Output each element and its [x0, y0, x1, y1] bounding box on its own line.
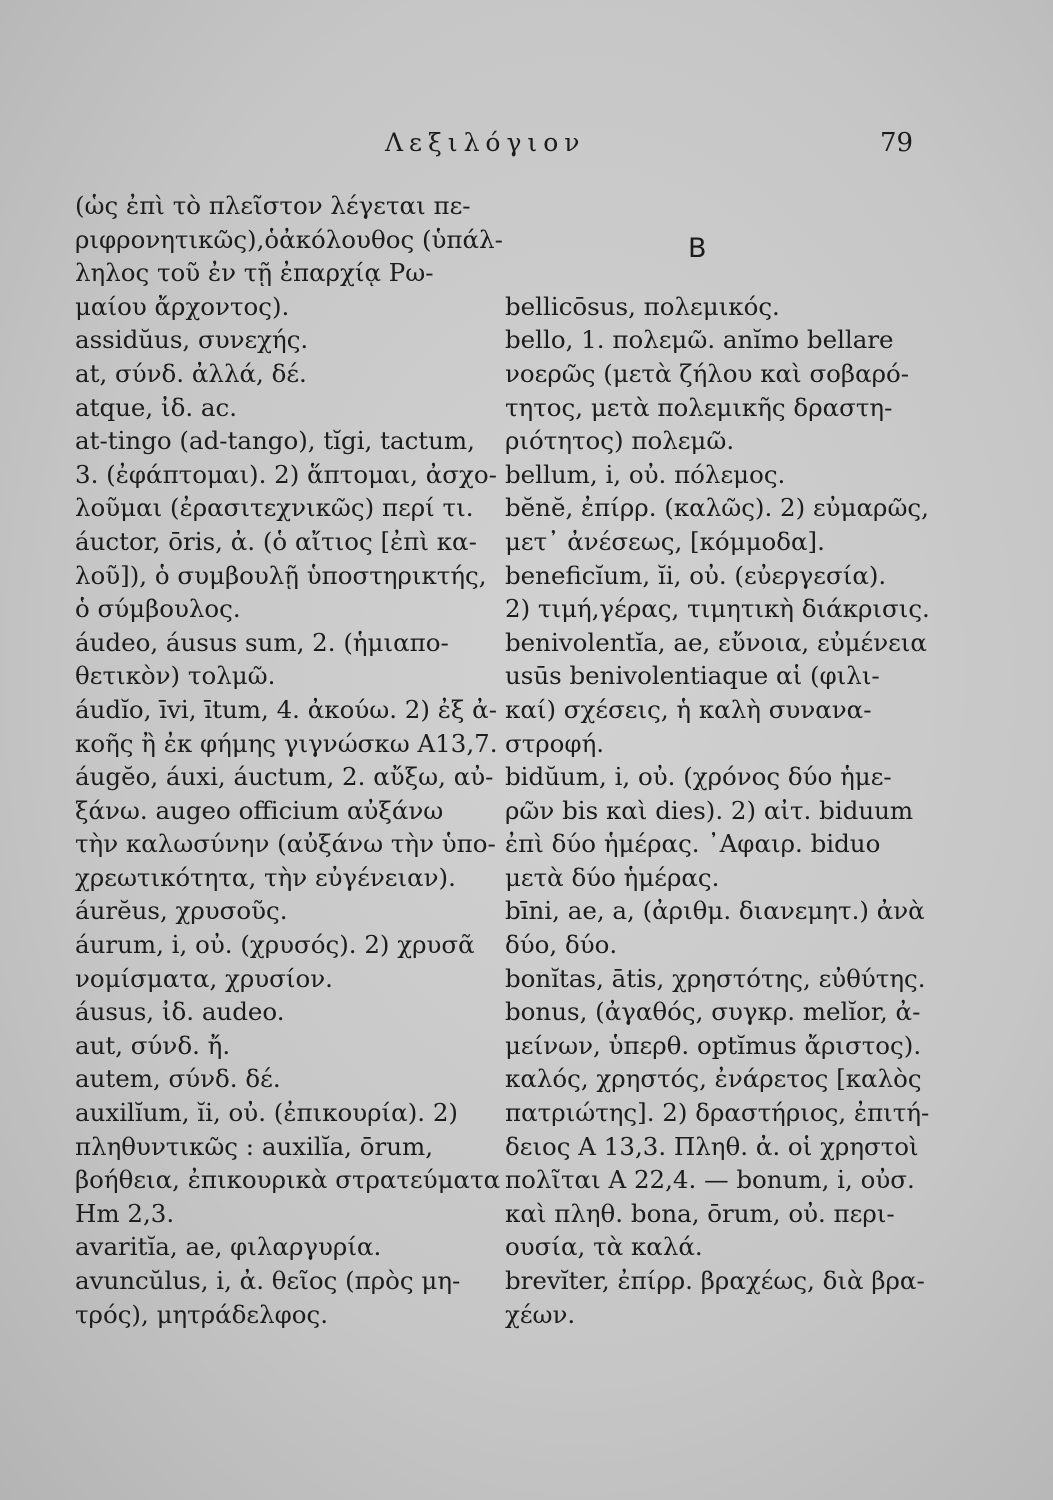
entry-line: πολῖται A 22,4. — bonum, i, οὐσ. [505, 1165, 915, 1195]
entry-line: avaritĭa, ae, φιλαργυρία. [75, 1232, 382, 1262]
entry-line: at-tingo (ad-tango), tĭgi, tactum, [75, 426, 475, 456]
entry-line: μετὰ δύο ἡμέρας. [505, 862, 720, 892]
entry-line: áudĭo, īvi, ītum, 4. ἀκούω. 2) ἐξ ἀ- [75, 694, 497, 724]
left-column [75, 189, 503, 1331]
entry-line: ριότητος) πολεμῶ. [505, 426, 735, 456]
entry-line: 2) τιμή,γέρας, τιμητικὴ διάκρισις. [505, 594, 930, 624]
entry-line: benivolentĭa, ae, εὔνοια, εὐμένεια [505, 627, 927, 657]
entry-line: δειος A 13,3. Πληθ. ἀ. οἱ χρηστοὶ [505, 1131, 919, 1161]
entry-line: Hm 2,3. [75, 1198, 175, 1228]
entry-line: brevĭter, ἐπίρρ. βραχέως, διὰ βρα- [505, 1266, 925, 1295]
entry-line: πληθυντικῶς : auxilĭa, ōrum, [75, 1131, 434, 1161]
entry-line: μετ᾽ ἀνέσεως, [κόμμοδα]. [505, 526, 825, 556]
entry-line: áugĕo, áuxi, áuctum, 2. αὔξω, αὐ- [75, 762, 494, 792]
spacer-line [505, 256, 925, 290]
entry-line: bello, 1. πολεμῶ. anĭmo bellare [505, 325, 894, 355]
entry-line: ἐπὶ δύο ἡμέρας. ᾿Αφαιρ. biduo [505, 829, 881, 859]
entry-line: aut, σύνδ. ἤ. [75, 1030, 231, 1060]
entry-line: λοῦμαι (ἐρασιτεχνικῶς) περί τι. [75, 493, 474, 523]
text-line: (ὡς ἐπὶ τὸ πλεῖστον λέγεται πε- [75, 191, 471, 220]
entry-line: usūs benivolentiaque αἱ (φιλι- [505, 661, 880, 691]
entry-line: áudeo, áusus sum, 2. (ἡμιαπο- [75, 627, 449, 657]
entry-line: auxilĭum, ĭi, οὐ. (ἐπικουρία). 2) [75, 1098, 458, 1128]
entry-line: καλός, χρηστός, ἐνάρετος [καλὸς [505, 1064, 922, 1094]
entry-line: μείνων, ὑπερθ. optĭmus ἄριστος). [505, 1030, 922, 1060]
entry-line: autem, σύνδ. δέ. [75, 1064, 281, 1094]
spacer-line [505, 189, 925, 223]
entry-line: τητος, μετὰ πολεμικῆς δραστη- [505, 392, 893, 422]
entry-line: 3. (ἐφάπτομαι). 2) ἅπτομαι, ἀσχο- [75, 459, 497, 489]
entry-line: χέων. [505, 1299, 576, 1329]
entry-line: bellicōsus, πολεμικός. [505, 291, 780, 321]
entry-line: δύο, δύο. [505, 930, 618, 960]
page-header-title: Λεξιλόγιον [385, 128, 586, 157]
entry-line: bellum, i, οὐ. πόλεμος. [505, 459, 786, 489]
entry-line: νοερῶς (μετὰ ζήλου καὶ σοβαρό- [505, 358, 910, 388]
entry-line: áurĕus, χρυσοῦς. [75, 896, 288, 926]
entry-line: assidŭus, συνεχής. [75, 325, 309, 355]
entry-line: χρεωτικότητα, τὴν εὐγένειαν). [75, 862, 456, 892]
entry-line: στροφή. [505, 728, 605, 758]
entry-line: νομίσματα, χρυσίον. [75, 963, 333, 993]
entry-line: καί) σχέσεις, ἡ καλὴ συνανα- [505, 694, 872, 724]
text-line: ληλος τοῦ ἐν τῇ ἐπαρχίᾳ Ρω- [75, 258, 434, 288]
section-letter: B [688, 233, 707, 264]
entry-line: bonĭtas, ātis, χρηστότης, εὐθύτης. [505, 963, 926, 993]
entry-line: καὶ πληθ. bona, ōrum, οὐ. περι- [505, 1198, 895, 1228]
spacer-line [505, 223, 925, 257]
entry-line: at, σύνδ. ἀλλά, δέ. [75, 358, 307, 388]
text-line: μαίου ἄρχοντος). [75, 291, 290, 321]
entry-line: áusus, ἰδ. audeo. [75, 997, 285, 1027]
entry-line: ὁ σύμβουλος. [75, 594, 241, 624]
entry-line: bĕnĕ, ἐπίρρ. (καλῶς). 2) εὐμαρῶς, [505, 493, 929, 523]
entry-line: ξάνω. augeo officium αὐξάνω [75, 795, 444, 825]
entry-line: bidŭum, i, οὐ. (χρόνος δύο ἡμε- [505, 762, 892, 792]
entry-line: bonus, (ἀγαθός, συγκρ. melĭor, ἀ- [505, 997, 921, 1027]
page-number: 79 [880, 128, 914, 158]
entry-line: ρῶν bis καὶ dies). 2) αἰτ. biduum [505, 795, 914, 825]
entry-line: áurum, i, οὐ. (χρυσός). 2) χρυσᾶ [75, 930, 475, 960]
entry-line: τὴν καλωσύνην (αὐξάνω τὴν ὑπο- [75, 829, 496, 859]
entry-line: τρός), μητράδελφος. [75, 1299, 329, 1329]
entry-line: βοήθεια, ἐπικουρικὰ στρατεύματα [75, 1165, 501, 1195]
entry-line: ουσία, τὰ καλά. [505, 1232, 703, 1262]
entry-line: beneficĭum, ĭi, οὐ. (εὐεργεσία). [505, 560, 887, 590]
right-column [505, 189, 930, 1331]
entry-line: áuctor, ōris, ἀ. (ὁ αἴτιος [ἐπὶ κα- [75, 526, 477, 556]
entry-line: bīni, ae, a, (ἀριθμ. διανεμητ.) ἀνὰ [505, 896, 925, 926]
text-line: ριφρονητικῶς),ὁἀκόλουθος (ὑπάλ- [75, 224, 503, 254]
entry-line: πατριώτης]. 2) δραστήριος, ἐπιτή- [505, 1098, 930, 1128]
entry-line: atque, ἰδ. ac. [75, 392, 238, 422]
entry-line: κοῆς ἢ ἐκ φήμης γιγνώσκω A13,7. [75, 728, 498, 758]
entry-line: avuncŭlus, i, ἀ. θεῖος (πρὸς μη- [75, 1266, 461, 1295]
entry-line: θετικὸν) τολμῶ. [75, 661, 276, 691]
entry-line: λοῦ]), ὁ συμβουλῇ ὑποστηρικτής, [75, 560, 487, 590]
